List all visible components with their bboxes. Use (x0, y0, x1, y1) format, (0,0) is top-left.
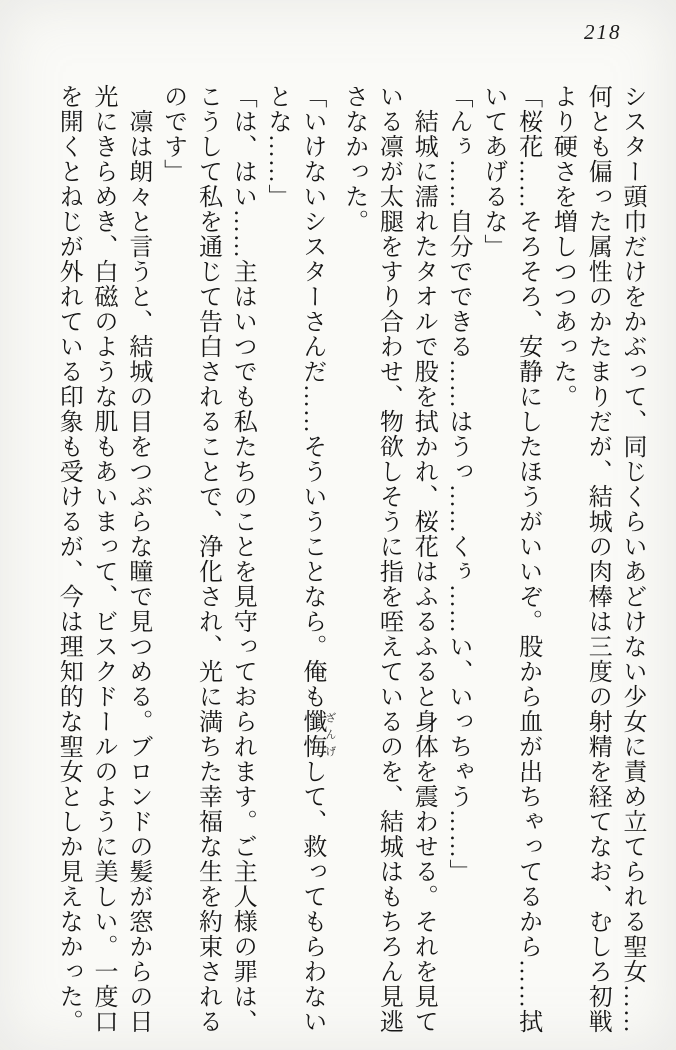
paragraph: 結城に濡れたタオルで股を拭かれ、桜花はふるふると身体を震わせる。それを見ている凛が太腿をすり合わせ、物欲しそうに指を咥えているのを、結城はもちろん見逃さなかった。 (340, 84, 437, 1034)
ruby-annotated-word: 懺悔 ざんげ (298, 709, 336, 759)
paragraph: 「んぅ……自分でできる……はうっ……くぅ……い、いっちゃう……」 (445, 84, 472, 884)
paragraph: 「は、はい……主はいつでも私たちのことを見守っておられます。ご主人様の罪は、こうして私を通じて告白されることで、浄化され、光に満ちた幸福な生を約束されるのです」 (159, 84, 256, 1034)
paragraph: シスター頭巾だけをかぶって、同じくらいあどけない少女に責め立てられる聖女……何とも偏った属性のかたまりだが、結城の肉棒は三度の射精を経てなお、むしろ初戦より硬さを増しつつあった。 (549, 84, 645, 1034)
paragraph: 「桜花……そろそろ、安静にしたほうがいいぞ。股から血が出ちゃってるから……拭いてあげるな」 (479, 84, 541, 1034)
page-number: 218 (584, 20, 622, 44)
body-text (49, 84, 649, 1035)
paragraph: 「いけないシスターさんだ……そういうことなら。俺も懺悔 ざんげして、救ってもらわないとな……」 (264, 84, 336, 1034)
paragraph: 凛は朗々と言うと、結城の目をつぶらな瞳で見つめる。ブロンドの髪が窓からの日光にきらめき、白磁のような肌もあいまって、ビスクドールのように美しい。一度口を開くとねじが外れている印象も受けるが、今は理知的な聖女としか見えなかった。 (55, 84, 151, 1034)
